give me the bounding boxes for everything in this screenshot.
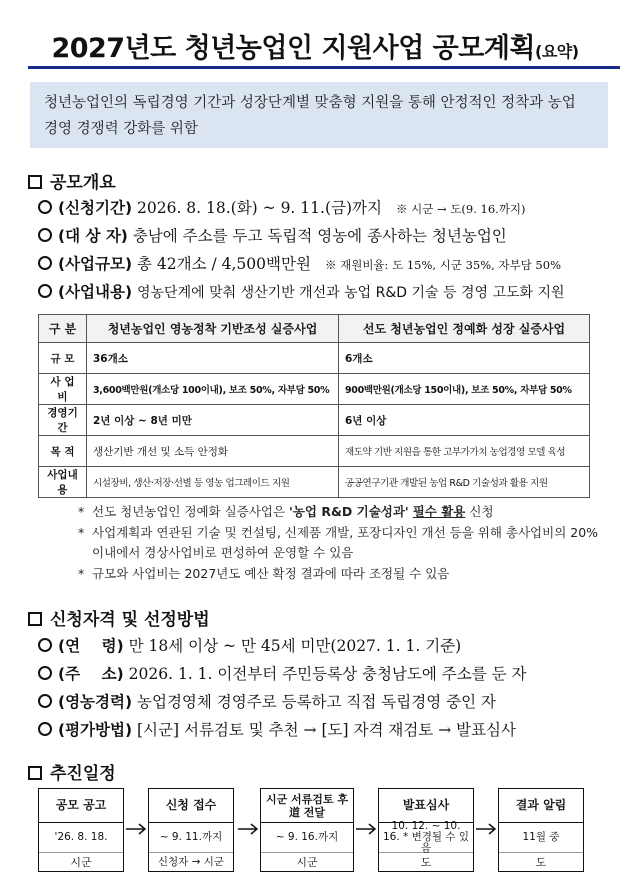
section-schedule-heading: 추진일정 bbox=[28, 759, 116, 784]
note-item: * 규모와 사업비는 2027년도 예산 확정 결과에 따라 조정될 수 있음 bbox=[78, 564, 600, 585]
title-main: 2027년도 청년농업인 지원사업 공모계획 bbox=[51, 33, 536, 64]
eligibility-item-address: (주 소) 2026. 1. 1. 이전부터 주민등록상 충청남도에 주소를 둔 자 bbox=[38, 662, 527, 684]
schedule-step-date: ~ 9. 11.까지 bbox=[149, 823, 233, 853]
eligibility-item-evaluation: (평가방법) [시군] 서류검토 및 추천 → [도] 자격 재검토 → 발표심사 bbox=[38, 718, 516, 740]
schedule-step bbox=[498, 788, 584, 872]
section-overview-heading: 공모개요 bbox=[28, 168, 116, 193]
arrow-right-icon bbox=[354, 822, 378, 836]
title-sub: (요약) bbox=[535, 42, 579, 61]
circle-bullet-icon bbox=[38, 284, 52, 298]
table-header-row bbox=[39, 315, 590, 343]
schedule-step-owner: 시군 bbox=[70, 855, 92, 869]
schedule-step-date: 11월 중 bbox=[499, 823, 583, 853]
table-cell: 6년 이상 bbox=[339, 405, 590, 436]
table-row-header: 경영기간 bbox=[39, 405, 87, 436]
purpose-box: 청년농업인의 독립경영 기간과 성장단계별 맞춤형 지원을 통해 안정적인 정착과 농업 경영 경쟁력 강화를 위함 bbox=[30, 82, 608, 148]
schedule-step-date: ~ 9. 16.까지 bbox=[261, 823, 353, 853]
table-cell: 재도약 기반 지원을 통한 고부가가치 농업경영 모델 육성 bbox=[339, 436, 590, 467]
table-cell: 공공연구기관 개발된 농업 R&D 기술성과 활용 지원 bbox=[339, 467, 590, 498]
checkbox-square-icon bbox=[28, 766, 42, 780]
overview-item-content: (사업내용) 영농단계에 맞춰 생산기반 개선과 농업 R&D 기술 등 경영 고도화 지원 bbox=[38, 280, 565, 302]
table-header-cell: 청년농업인 영농정착 기반조성 실증사업 bbox=[87, 315, 339, 343]
table-row bbox=[39, 436, 590, 467]
eligibility-item-experience: (영농경력) 농업경영체 경영주로 등록하고 직접 독립경영 중인 자 bbox=[38, 690, 496, 712]
overview-item-target: (대 상 자) 충남에 주소를 두고 독립적 영농에 종사하는 청년농업인 bbox=[38, 224, 507, 246]
schedule-step-title: 시군 서류검토 후 道 전달 bbox=[261, 789, 353, 823]
schedule-step-title: 결과 알림 bbox=[499, 789, 583, 823]
circle-bullet-icon bbox=[38, 694, 52, 708]
circle-bullet-icon bbox=[38, 200, 52, 214]
title-underline bbox=[28, 66, 620, 69]
table-cell: 6개소 bbox=[339, 343, 590, 374]
checkbox-square-icon bbox=[28, 175, 42, 189]
circle-bullet-icon bbox=[38, 666, 52, 680]
notes-block bbox=[78, 502, 600, 584]
table-row bbox=[39, 405, 590, 436]
table-row-header: 사 업 비 bbox=[39, 374, 87, 405]
schedule-step bbox=[148, 788, 234, 872]
table-cell: 900백만원(개소당 150이내), 보조 50%, 자부담 50% bbox=[339, 374, 590, 405]
table-header-cell: 선도 청년농업인 정예화 성장 실증사업 bbox=[339, 315, 590, 343]
schedule-step-owner: 신청자 → 시군 bbox=[157, 856, 225, 868]
table-cell: 3,600백만원(개소당 100이내), 보조 50%, 자부담 50% bbox=[87, 374, 339, 405]
overview-item-scale: (사업규모) 총 42개소 / 4,500백만원 ※ 재원비율: 도 15%, 시군 35%, 자부담 50% bbox=[38, 252, 561, 274]
schedule-step-title: 신청 접수 bbox=[149, 789, 233, 823]
schedule-step bbox=[260, 788, 354, 872]
schedule-step bbox=[38, 788, 124, 872]
table-cell: 2년 이상 ~ 8년 미만 bbox=[87, 405, 339, 436]
schedule-step-date: '26. 8. 18. bbox=[39, 823, 123, 853]
table-cell: 시설장비, 생산·저장·선별 등 영농 업그레이드 지원 bbox=[87, 467, 339, 498]
schedule-step-title: 발표심사 bbox=[379, 789, 473, 823]
circle-bullet-icon bbox=[38, 228, 52, 242]
section-eligibility-heading: 신청자격 및 선정방법 bbox=[28, 605, 210, 630]
table-row-header: 목 적 bbox=[39, 436, 87, 467]
page-title bbox=[0, 26, 630, 65]
table-row-header: 규 모 bbox=[39, 343, 87, 374]
circle-bullet-icon bbox=[38, 256, 52, 270]
eligibility-item-age: (연 령) 만 18세 이상 ~ 만 45세 미만(2027. 1. 1. 기준) bbox=[38, 634, 461, 656]
note-item: * 사업계획과 연관된 기술 및 컨설팅, 신제품 개발, 포장디자인 개선 등을 위해 총사업비의 20% 이내에서 경상사업비로 편성하여 운영할 수 있음 bbox=[78, 523, 600, 564]
circle-bullet-icon bbox=[38, 638, 52, 652]
schedule-step bbox=[378, 788, 474, 872]
schedule-step-owner: 시군 bbox=[296, 855, 318, 869]
schedule-step-owner: 도 bbox=[535, 855, 547, 869]
table-row-header: 사업내용 bbox=[39, 467, 87, 498]
table-row bbox=[39, 374, 590, 405]
table-cell: 36개소 bbox=[87, 343, 339, 374]
schedule-step-date: 10. 12. ~ 10. 16. * 변경될 수 있음 bbox=[379, 823, 473, 853]
table-cell: 생산기반 개선 및 소득 안정화 bbox=[87, 436, 339, 467]
circle-bullet-icon bbox=[38, 722, 52, 736]
overview-item-period: (신청기간) 2026. 8. 18.(화) ~ 9. 11.(금)까지 ※ 시군 → 도(9. 16.까지) bbox=[38, 196, 526, 218]
table-header-cell: 구 분 bbox=[39, 315, 87, 343]
table-row bbox=[39, 467, 590, 498]
arrow-right-icon bbox=[474, 822, 498, 836]
arrow-right-icon bbox=[124, 822, 148, 836]
table-row bbox=[39, 343, 590, 374]
program-comparison-table bbox=[38, 314, 590, 498]
arrow-right-icon bbox=[236, 822, 260, 836]
schedule-step-title: 공모 공고 bbox=[39, 789, 123, 823]
note-item: * 선도 청년농업인 정예화 실증사업은 '농업 R&D 기술성과' 필수 활용 신청 bbox=[78, 502, 600, 523]
schedule-step-owner: 도 bbox=[420, 855, 432, 869]
checkbox-square-icon bbox=[28, 612, 42, 626]
